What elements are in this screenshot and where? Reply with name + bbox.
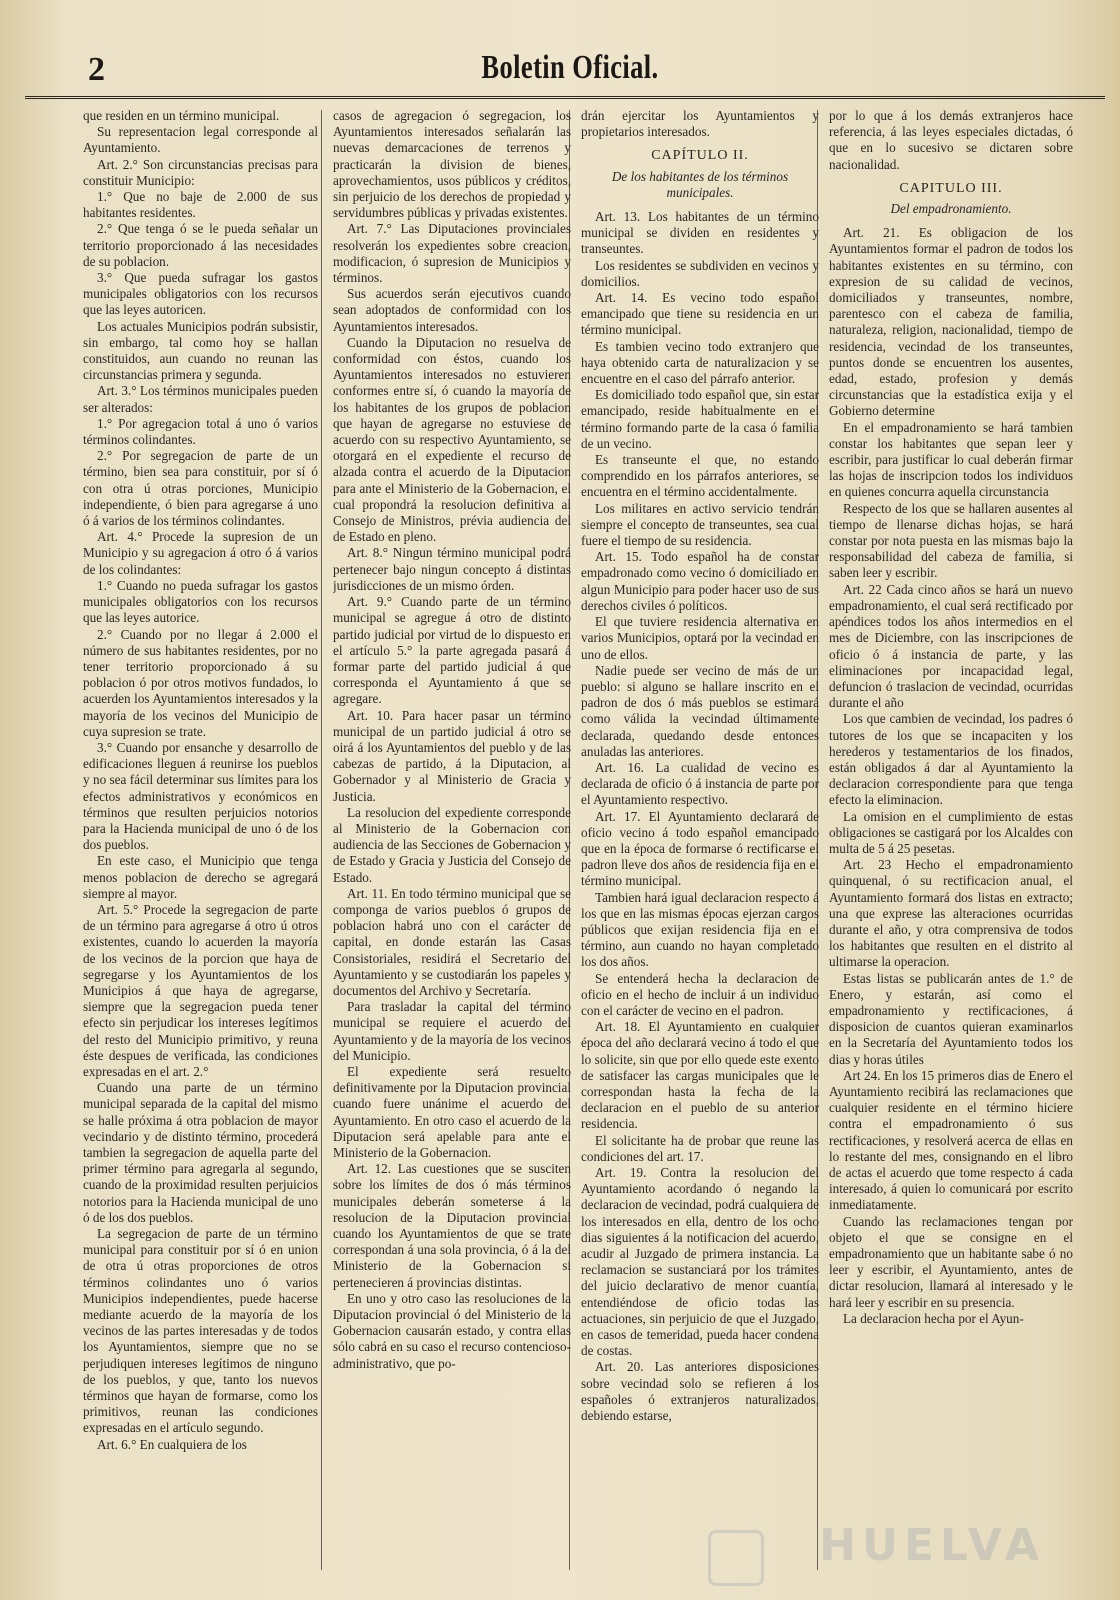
paragraph: En este caso, el Municipio que tenga menos poblacion de derecho se agregará siempre al mayor. [83,853,318,901]
paragraph: Art. 5.° Procede la segregacion de parte de un término para agregarse á otro ú otros existentes, cuando lo acuerden la mayoría de los vecinos de la porcion que haya de segregarse y los Ayuntamientos de los Municipios á que haya de agregarse, siempre que la segregacion pueda tener efecto sin perjudicar los intereses legítimos del resto del Municipio primitivo, y reuna éste despues de verificada, las condiciones expresadas en el art. 2.° [83,901,318,1079]
paragraph: Para trasladar la capital del término municipal se requiere el acuerdo del Ayuntamiento y de la mayoría de los vecinos del Municipio. [333,999,571,1063]
paragraph: Los actuales Municipios podrán subsistir, sin embargo, tal como hoy se hallan constituidos, aun cuando no reunan las circunstancias primera y segunda. [83,318,318,383]
paragraph: En uno y otro caso las resoluciones de la Diputacion provincial ó del Ministerio de la Gobernacion causarán estado, y contra ellas sólo cabrá en su caso el recurso contencioso-administrativo, que po- [333,1290,571,1371]
chapter-heading: CAPITULO III. [899,180,1003,196]
paragraph: Art. 20. Las anteriores disposiciones sobre vecindad solo se refieren á los españoles ó extranjeros naturalizados, debiendo estarse, [581,1359,819,1424]
chapter-subtitle: De los habitantes de los términos municipales. [611,168,789,200]
paragraph: Los que cambien de vecindad, los padres ó tutores de los que se incapaciten y los herederos y testamentarios de los finados, están obligados á dar al Ayuntamiento la declaracion correspondiente para que tenga efecto la eliminacion. [829,711,1073,808]
paragraph: Art. 13. Los habitantes de un término municipal se dividen en residentes y transeuntes. [581,209,819,257]
article-body [83,108,1073,1578]
paragraph: Los militares en activo servicio tendrán siempre el concepto de transeuntes, sea cual fuere el tiempo de su residencia. [581,500,819,549]
paragraph: Cuando la Diputacion no resuelva de conformidad con éstos, cuando los Ayuntamientos interesados no estuvieren conformes entre sí, ó cuando la mayoría de los habitantes de los grupos de poblacion que hayan de agregarse no estuviese de acuerdo con su respectivo Ayuntamiento, se otorgará en el expediente el recurso de alzada contra el acuerdo de la Diputacion para ante el Ministerio de la Gobernacion, el cual propondrá la resolucion definitiva al Consejo de Ministros, prévia audiencia del de Estado en pleno. [333,334,571,545]
paragraph: Art. 16. La cualidad de vecino es declarada de oficio ó á instancia de parte por el Ayuntamiento respectivo. [581,759,819,808]
paragraph: 1.° Que no baje de 2.000 de sus habitantes residentes. [83,189,318,221]
archive-watermark: HUELVA [819,1520,1045,1571]
page-header [60,45,1080,95]
paragraph: 1.° Por agregacion total á uno ó varios términos colindantes. [83,415,318,448]
paragraph: Estas listas se publicarán antes de 1.° de Enero, y estarán, así como el empadronamiento y rectificaciones, á disposicion de cuantos quieran examinarlos en la Secretaría del Ayuntamiento todos los dias y horas útiles [829,970,1073,1067]
paragraph: Art. 9.° Cuando parte de un término municipal se agregue á otro de distinto partido judicial por virtud de lo dispuesto en el artículo 5.° la parte agregada pasará á formar parte del partido judicial á que corresponda el Ayuntamiento á que se agregare. [333,594,571,707]
paragraph: Art. 15. Todo español ha de constar empadronado como vecino ó domiciliado en algun Municipio para poder hacer uso de sus derechos civiles ó políticos. [581,549,819,613]
paragraph: Art. 17. El Ayuntamiento declarará de oficio vecino á todo español emancipado que en la época de formarse ó rectificarse el padron lleve dos años de residencia fija en el término municipal. [581,808,819,889]
paragraph: Art. 12. Las cuestiones que se susciten sobre los límites de dos ó más términos municipales deberán someterse á la resolucion de la Diputacion provincial cuando los Ayuntamientos de que se trate correspondan á una sola provincia, ó á la del Ministerio de la Gobernacion si pertenecieren á provincias distintas. [333,1161,571,1290]
paragraph: La segregacion de parte de un término municipal para constituir por sí ó en union de otra ú otras proporciones de otros términos colindantes uno ó varios Municipios independientes, puede hacerse mediante acuerdo de la mayoría de los vecinos de las partes interesadas y de todos los Ayuntamientos, siempre que no se perjudiquen intereses legítimos de ninguno de los pueblos, y que, tanto los nuevos términos que hayan de formarse, como los primitivos, reunan las condiciones expresadas en el artículo segundo. [83,1226,318,1436]
paragraph: Art. 19. Contra la resolucion del Ayuntamiento acordando ó negando la declaracion de vecindad, podrá cualquiera de los interesados en ella, dentro de los ocho dias siguientes á la notificacion del acuerdo, acudir al Juzgado de primera instancia. La reclamacion se sustanciará por los trámites del juicio declarativo de menor cuantía, entendiéndose de oficio todas las actuaciones, sin perjuicio de que el Juzgado, en casos de temeridad, pueda hacer condena de costas. [581,1165,819,1359]
paragraph: drán ejercitar los Ayuntamientos y propietarios interesados. [581,108,819,140]
paragraph: Se entenderá hecha la declaracion de oficio en el hecho de incluir á un individuo con el carácter de vecino en el padron. [581,970,819,1018]
paragraph: 2.° Por segregacion de parte de un término, bien sea para constituir, por sí ó con otra ú otras porciones, Municipio independiente, ó bien para agregarse á uno ó á varios de los términos colindantes. [83,448,318,529]
paragraph: Art. 6.° En cualquiera de los [97,1436,247,1452]
paragraph: Los residentes se subdividen en vecinos y domicilios. [581,257,819,289]
paragraph: Cuando las reclamaciones tengan por objeto el que se consigne en el empadronamiento que un habitante sabe ó no leer y escribir, el Ayuntamiento, antes de dictar resolucion, llamará al interesado y le hará leer y escribir en su presencia. [829,1213,1073,1310]
paragraph: Art. 14. Es vecino todo español emancipado que tiene su residencia en un término municipal. [581,290,819,338]
chapter-subtitle: Del empadronamiento. [890,201,1012,217]
paragraph: Art. 18. El Ayuntamiento en cualquier época del año declarará vecino á todo el que lo solicite, sin que por ello quede este exento de satisfacer las cargas municipales que le correspondan hasta la fecha de la declaracion en el pueblo de su anterior residencia. [581,1019,819,1132]
paragraph: En el empadronamiento se hará tambien constar los habitantes que sepan leer y escribir, para justificar lo cual deberán firmar las hojas de inscripcion todos los individuos en quienes concurra aquella circunstancia [829,419,1073,500]
paragraph: Art 24. En los 15 primeros dias de Enero el Ayuntamiento recibirá las reclamaciones que cualquier residente en el término hiciere contra el empadronamiento ó sus rectificaciones, y resolverá acerca de ellas en lo restante del mes, consignando en el libro de actas el acuerdo que tome respecto á cada interesado, á quien lo comunicará por escrito inmediatamente. [829,1067,1073,1213]
paragraph: Tambien hará igual declaracion respecto á los que en las mismas épocas ejerzan cargos públicos que exijan residencia fija en el término, aun cuando no hayan completado los dos años. [581,889,819,970]
paragraph: La declaracion hecha por el Ayun- [843,1310,1024,1326]
paragraph: Es domiciliado todo español que, sin estar emancipado, reside habitualmente en el término formando parte de la casa ó familia de un vecino. [581,387,819,451]
paragraph: 3.° Cuando por ensanche y desarrollo de edificaciones lleguen á reunirse los pueblos y no sea fácil determinar sus límites para los efectos administrativos y económicos en términos que resulten perjuicios notorios para la Hacienda municipal de uno ó de los dos pueblos. [83,739,318,853]
paragraph: El expediente será resuelto definitivamente por la Diputacion provincial cuando fuere unánime el acuerdo del Ayuntamiento. En otro caso el acuerdo de la Diputacion será apelable para ante el Ministerio de la Gobernacion. [333,1063,571,1160]
paragraph: Art. 2.° Son circunstancias precisas para constituir Municipio: [83,156,318,188]
paragraph: 3.° Que pueda sufragar los gastos municipales obligatorios con los recursos que las leyes autoricen. [83,270,318,318]
paragraph: Art. 4.° Procede la supresion de un Municipio y su agregacion á otro ó á varios de los colindantes: [83,529,318,577]
paragraph: por lo que á los demás extranjeros hace referencia, á las leyes especiales dictadas, ó que en lo sucesivo se dictaren sobre nacionalidad. [829,108,1073,172]
paragraph: La omision en el cumplimiento de estas obligaciones se castigará por los Alcaldes con multa de 5 á 25 pesetas. [829,808,1073,856]
column-4 [829,108,1073,1578]
column-2 [333,108,571,1578]
page-number: 2 [88,51,105,88]
paragraph: Art. 10. Para hacer pasar un término municipal de un partido judicial á otro se oirá á los Ayuntamientos del pueblo y de las cabezas de partido, á la Diputacion, al Gobernador y al Ministerio de Gracia y Justicia. [333,707,571,804]
header-rule [25,96,1105,99]
paragraph: El solicitante ha de probar que reune las condiciones del art. 17. [581,1132,819,1164]
paragraph: que residen en un término municipal. [83,108,280,123]
paragraph: Art. 11. En todo término municipal que se componga de varios pueblos ó grupos de poblacion habrá uno con el carácter de capital, en donde estarán las Casas Consistoriales, residirá el Secretario del Ayuntamiento y se custodiarán los papeles y documentos del Archivo y Secretaría. [333,885,571,998]
paragraph: Art. 22 Cada cinco años se hará un nuevo empadronamiento, el cual será rectificado por apéndices todos los años intermedios en el mes de Diciembre, con las inscripciones de oficio ó á instancia de parte, y las eliminaciones por incapacidad legal, defuncion ó traslacion de vecindad, ocurridas durante el año [829,581,1073,711]
paragraph: Cuando una parte de un término municipal separada de la capital del mismo se halle próxima á otra poblacion de mayor vecindario y de distinto término, procederá tambien la segregacion de aquella parte del primer término para agregarla al segundo, cuando de la proximidad resulten perjuicios notorios para la Hacienda municipal de uno ó de los dos pueblos. [83,1080,318,1225]
paragraph: Nadie puede ser vecino de más de un pueblo: si alguno se hallare inscrito en el padron de dos ó más pueblos se estimará como válida la vecindad últimamente declarada, quedando desde entonces anuladas las anteriores. [581,662,819,759]
paragraph: Es tambien vecino todo extranjero que haya obtenido carta de naturalizacion y se encuentre en el caso del párrafo anterior. [581,338,819,387]
paragraph: Es transeunte el que, no estando comprendido en los párrafos anteriores, se encuentra en el término accidentalmente. [581,452,819,500]
paragraph: Art. 23 Hecho el empadronamiento quinquenal, ó su rectificacion anual, el Ayuntamiento formará dos listas en extracto; una que exprese las alteraciones ocurridas durante el año, y otra comprensiva de todos los habitantes que resulten en el distrito al ultimarse la operacion. [829,857,1073,970]
paragraph: casos de agregacion ó segregacion, los Ayuntamientos interesados señalarán las nuevas demarcaciones de terrenos y practicarán la division de bienes, aprovechamientos, usos públicos y créditos, sin perjuicio de los derechos de propiedad y servidumbres públicas y privadas existentes. [333,108,571,221]
paragraph: 2.° Cuando por no llegar á 2.000 el número de sus habitantes residentes, por no tener territorio proporcionado á su poblacion ó por otros motivos fundados, lo acuerden los Ayuntamientos interesados y la mayoría de los vecinos del Municipio de cuya supresion se trate. [83,626,318,739]
paragraph: 1.° Cuando no pueda sufragar los gastos municipales obligatorios con los recursos que las leyes autorice. [83,577,318,626]
paragraph: Su representacion legal corresponde al Ayuntamiento. [83,124,318,156]
paragraph: Respecto de los que se hallaren ausentes al tiempo de llenarse dichas hojas, se hará constar por nota puesta en las mismas bajo la responsabilidad del cabeza de familia, si saben leer y escribir. [829,500,1073,581]
paragraph: El que tuviere residencia alternativa en varios Municipios, optará por la vecindad en uno de ellos. [581,614,819,662]
paragraph: Art. 3.° Los términos municipales pueden ser alterados: [83,383,318,415]
paragraph: Art. 21. Es obligacion de los Ayuntamientos formar el padron de todos los habitantes existentes en su término, con expresion de su calidad de vecinos, domiciliados y transeuntes, nombre, parentesco con el cabeza de familia, naturaleza, religion, nacionalidad, tiempo de residencia, vecindad de los transeuntes, puntos donde se encuentren los ausentes, edad, estado, profesion y demás circunstancias que la estadística exija y el Gobierno determine [829,225,1073,419]
paragraph: 2.° Que tenga ó se le pueda señalar un territorio proporcionado á las necesidades de su poblacion. [83,221,318,269]
paragraph: Art. 8.° Ningun término municipal podrá pertenecer bajo ningun concepto á distintas jurisdicciones de un mismo órden. [333,545,571,593]
journal-title: Boletin Oficial. [481,49,659,86]
paragraph: Art. 7.° Las Diputaciones provinciales resolverán los expedientes sobre creacion, modificacion, ó supresion de Municipios y términos. [333,221,571,286]
column-3 [581,108,819,1578]
paragraph: Sus acuerdos serán ejecutivos cuando sean adoptados de conformidad con los Ayuntamientos interesados. [333,286,571,334]
paragraph: La resolucion del expediente corresponde al Ministerio de la Gobernacion con audiencia de las Secciones de Gobernacion y de Estado y Gracia y Justicia del Consejo de Estado. [333,804,571,885]
chapter-heading: CAPÍTULO II. [651,148,749,164]
column-1 [83,108,318,1578]
